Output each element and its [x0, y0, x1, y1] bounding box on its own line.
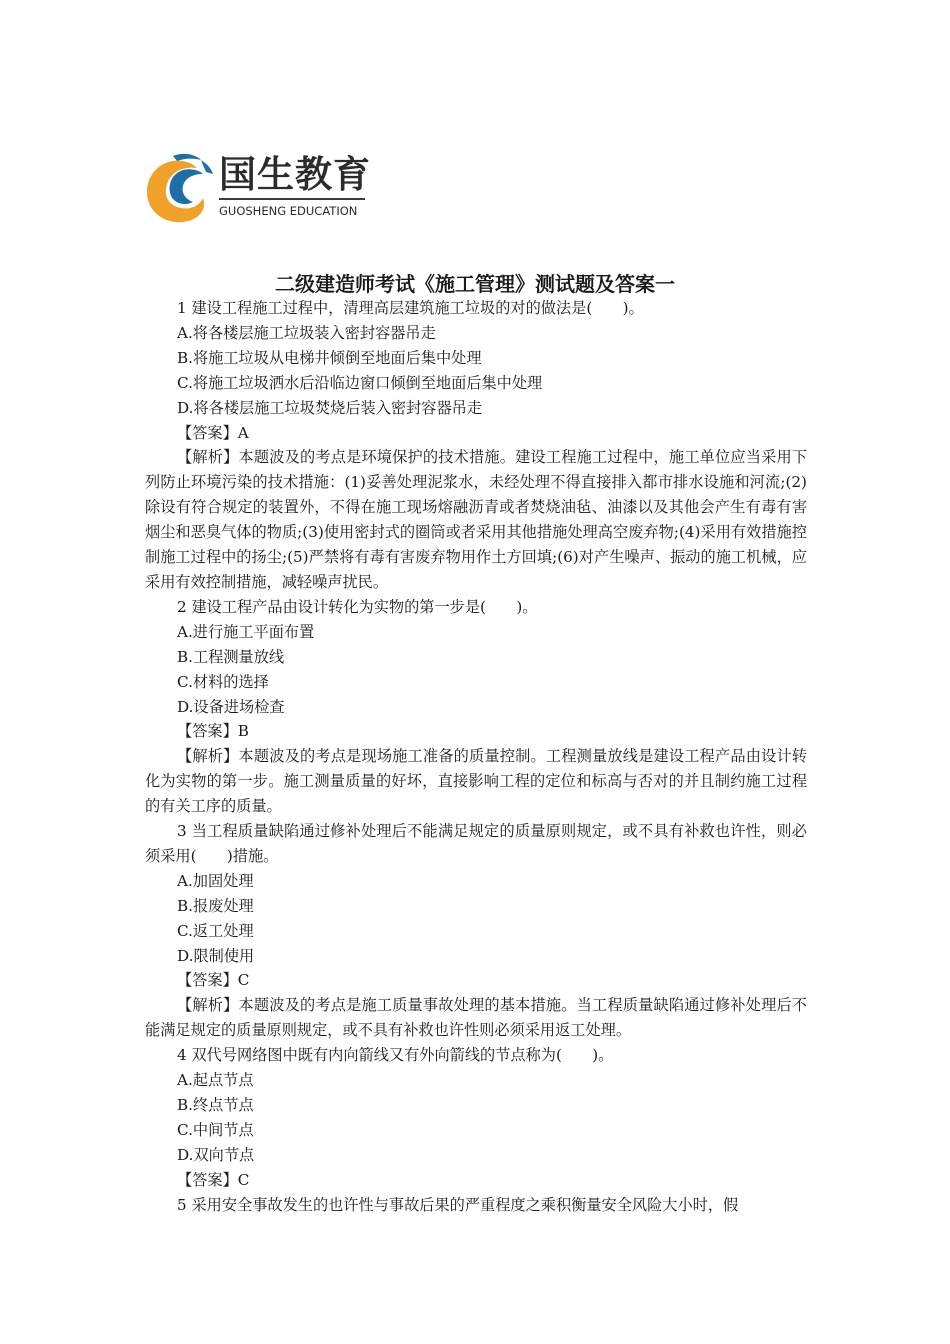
logo-text-block [219, 152, 371, 218]
question-2-option-d: D.设备进场检查 [177, 697, 285, 716]
question-1-option-d: D.将各楼层施工垃圾焚烧后装入密封容器吊走 [177, 398, 483, 417]
logo-name-en: GUOSHENG EDUCATION [219, 204, 358, 218]
question-1: 1 建设工程施工过程中，清理高层建筑施工垃圾的对的做法是( )。 [177, 299, 644, 317]
question-2-option-a: A.进行施工平面布置 [177, 622, 315, 641]
question-3-option-b: B.报废处理 [177, 896, 254, 915]
question-4-answer: 【答案】C [177, 1170, 250, 1189]
guosheng-education-logo [143, 152, 373, 228]
question-3-option-d: D.限制使用 [177, 946, 255, 965]
logo-divider [219, 198, 365, 200]
question-1-option-c: C.将施工垃圾洒水后沿临边窗口倾倒至地面后集中处理 [177, 373, 543, 392]
question-3-option-a: A.加固处理 [177, 871, 254, 890]
question-4-option-d: D.双向节点 [177, 1145, 255, 1164]
question-5: 5 采用安全事故发生的也许性与事故后果的严重程度之乘积衡量安全风险大小时，假 [177, 1195, 739, 1214]
question-3: 3 当工程质量缺陷通过修补处理后不能满足规定的质量原则规定，或不具有补救也许性，则必须采用( )措施。 [145, 822, 807, 865]
question-3-explanation: 【解析】本题波及的考点是施工质量事故处理的基本措施。当工程质量缺陷通过修补处理后不能满足规定的质量原则规定，或不具有补救也许性则必须采用返工处理。 [145, 996, 807, 1040]
question-4-option-c: C.中间节点 [177, 1120, 254, 1139]
document-title: 二级建造师考试《施工管理》测试题及答案一 [275, 272, 675, 296]
question-3-answer: 【答案】C [177, 971, 250, 990]
question-2-explanation: 【解析】本题波及的考点是现场施工准备的质量控制。工程测量放线是建设工程产品由设计转化为实物的第一步。施工测量质量的好坏，直接影响工程的定位和标高与否对的并且制约施工过程的有关工序的质量。 [145, 747, 807, 816]
question-1-explanation: 【解析】本题波及的考点是环境保护的技术措施。建设工程施工过程中，施工单位应当采用下列防止环境污染的技术措施：(1)妥善处理泥浆水，未经处理不得直接排入都市排水设施和河流;(2)除设有符合规定的装置外，不得在施工现场熔融沥青或者焚烧油毡、油漆以及其他会产生有毒有害烟尘和恶臭气体的物质;(3)使用密封式的圈筒或者采用其他措施处理高空废弃物;(4)采用有效措施控制施工过程中的扬尘;(5)严禁将有毒有害废弃物用作土方回填;(6)对产生噪声、振动的施工机械，应采用有效控制措施，减轻噪声扰民。 [145, 448, 807, 591]
question-4-option-a: A.起点节点 [177, 1071, 254, 1090]
document-body [145, 296, 807, 1218]
question-1-option-a: A.将各楼层施工垃圾装入密封容器吊走 [177, 323, 436, 342]
question-4: 4 双代号网络图中既有内向箭线又有外向箭线的节点称为( )。 [177, 1046, 614, 1065]
question-4-option-b: B.终点节点 [177, 1096, 254, 1114]
question-1-option-b: B.将施工垃圾从电梯井倾倒至地面后集中处理 [177, 348, 482, 367]
swirl-logo-icon [143, 152, 223, 228]
question-2-option-c: C.材料的选择 [177, 672, 269, 691]
question-1-answer: 【答案】A [177, 423, 249, 442]
question-2-option-b: B.工程测量放线 [177, 647, 285, 666]
logo-name-cn: 国生教育 [219, 153, 371, 196]
question-2-answer: 【答案】B [177, 722, 249, 741]
question-2: 2 建设工程产品由设计转化为实物的第一步是( )。 [177, 597, 538, 616]
question-3-option-c: C.返工处理 [177, 921, 254, 940]
